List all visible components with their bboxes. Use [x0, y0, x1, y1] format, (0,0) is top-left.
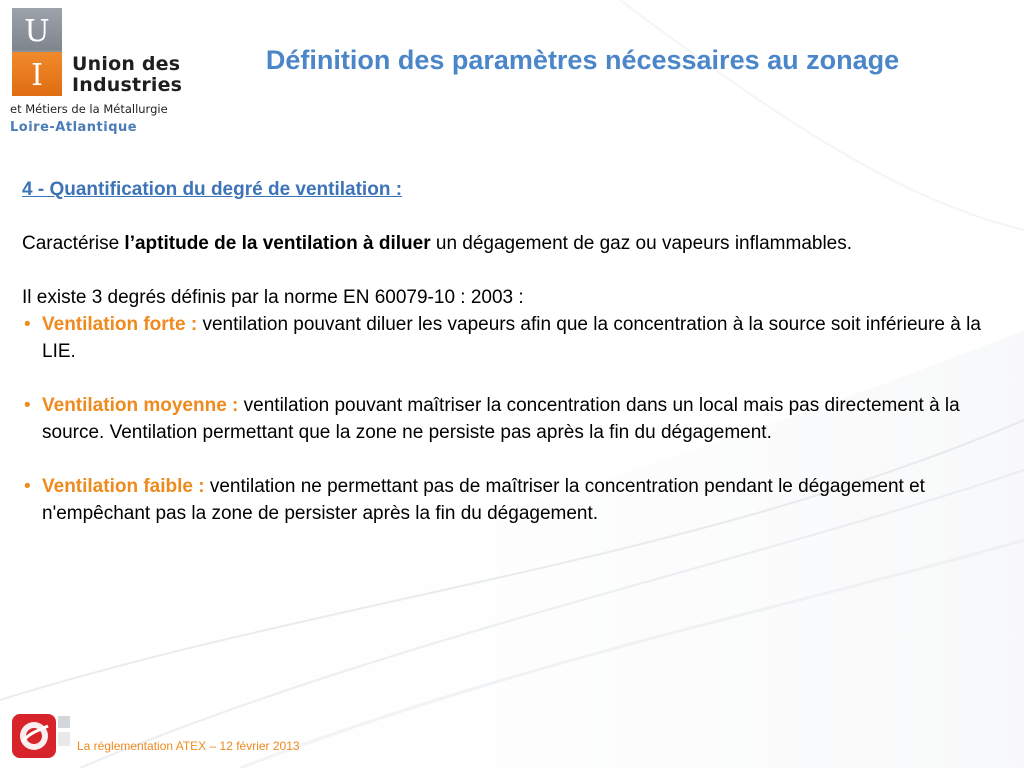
uimm-logo	[10, 6, 190, 141]
logo-letter-u: U	[24, 14, 50, 49]
footer-logo	[12, 712, 72, 760]
list-spacer	[22, 365, 997, 392]
logo-name	[72, 54, 192, 96]
logo-name-line1: Union des	[72, 53, 181, 75]
bullet-text: ventilation pouvant diluer les vapeurs afin que la concentration à la source soit inférieure à la LIE.	[42, 314, 981, 362]
slide-title: Définition des paramètres nécessaires au zonage	[265, 45, 900, 75]
logo-name-line2: Industries	[72, 74, 183, 96]
intro-prefix: Caractérise	[22, 233, 125, 254]
bullet-term: Ventilation faible :	[42, 476, 205, 497]
ventilation-list	[22, 311, 997, 527]
logo-mark	[12, 8, 62, 96]
slide-body	[22, 176, 997, 527]
intro-paragraph	[22, 230, 997, 257]
list-spacer	[22, 446, 997, 473]
intro-emphasis: l’aptitude de la ventilation à diluer	[124, 233, 431, 254]
list-item-ventilation-faible	[22, 473, 997, 527]
bullet-icon: •	[24, 395, 31, 416]
section-heading: 4 - Quantification du degré de ventilation :	[22, 179, 403, 200]
list-intro: Il existe 3 degrés définis par la norme EN 60079-10 : 2003 :	[22, 287, 524, 308]
bullet-term: Ventilation moyenne :	[42, 395, 239, 416]
intro-suffix: un dégagement de gaz ou vapeurs inflammables.	[430, 233, 853, 254]
bullet-text: ventilation ne permettant pas de maîtriser la concentration pendant le dégagement et n'empêchant pas la zone de persister après la fin du dégagement.	[42, 476, 925, 524]
bullet-icon: •	[24, 314, 31, 335]
bullet-text: ventilation pouvant maîtriser la concentration dans un local mais pas directement à la source. Ventilation permettant que la zone ne persiste pas après la fin du dégagement.	[42, 395, 960, 443]
bullet-icon: •	[24, 476, 31, 497]
list-item-ventilation-moyenne	[22, 392, 997, 446]
logo-letter-i: I	[31, 58, 43, 93]
logo-subtitle: et Métiers de la Métallurgie	[10, 102, 168, 116]
list-item-ventilation-forte	[22, 311, 997, 365]
logo-region: Loire-Atlantique	[10, 120, 138, 135]
bullet-term: Ventilation forte :	[42, 314, 198, 335]
footer-caption: La réglementation ATEX – 12 février 2013	[77, 739, 300, 753]
